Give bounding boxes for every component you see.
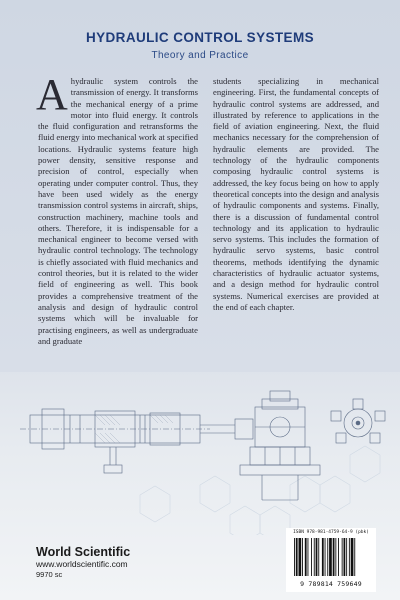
isbn-label: ISBN 978-981-4759-64-9 (pbk) — [293, 530, 369, 535]
servo-valve-drawing — [240, 391, 320, 500]
publisher-code: 9970 sc — [36, 570, 63, 579]
isbn-barcode — [286, 528, 376, 592]
drop-cap: A — [36, 70, 68, 119]
barcode-digits: 9 789814 759649 — [300, 580, 362, 588]
blurb-right-column: students specializing in mechanical engineering. First, the fundamental concepts of hydraulic control systems are addressed, and illustrated by reference to applications in the field of aviation engineering. Next, the fluid mechanics necessary for the comprehension of hydraulic elements are provided. The technology of the hydraulic components composing hydraulic control systems is addressed, the key focus being on how to apply theoretical concepts into the design and analysis of hydraulic components and systems. Finally, there is a discussion of fundamental control technology and its application to hydraulic servo systems. This includes the formation of hydraulic servo systems, basic control theorems, methods identifying the dynamic characteristics of hydraulic actuator systems, and a design method for hydraulic control systems. Numerical exercises are provided at the end of each chapter. — [213, 76, 379, 312]
blurb-left-column — [36, 70, 198, 347]
publisher-name: World Scientific — [36, 545, 131, 559]
book-title: HYDRAULIC CONTROL SYSTEMS — [85, 30, 314, 45]
publisher-block — [36, 545, 130, 580]
technical-drawings-illustration — [0, 385, 400, 535]
barcode-bars — [286, 534, 376, 584]
hydraulic-cylinder-drawing — [20, 409, 253, 473]
book-subtitle: Theory and Practice — [151, 50, 249, 61]
blurb-left-text: hydraulic system controls the transmission of energy. It transforms the mechanical energy of a prime motor into fluid energy. It controls the fluid configuration and retransforms the fluid energy into mechanical work at specified locations. Hydraulic systems feature high power density, sensitive response and precision of control, especially when operating under computer control. Thus, they have been used widely as the energy transmission control systems in aircraft, ships, construction machinery, machine tools and others. Therefore, it is indispensable for a mechanical engineer to become versed with hydraulic control technology. The technology is chiefly associated with fluid mechanics and control theories, but it is related to the wider field of engineering as well. This book provides a comprehensive treatment of the analysis and design of hydraulic control systems which will be invaluable for practising engineers, as well as undergraduate and graduate — [38, 76, 198, 346]
rotary-pump-drawing — [331, 399, 385, 443]
publisher-url: www.worldscientific.com — [36, 559, 128, 569]
